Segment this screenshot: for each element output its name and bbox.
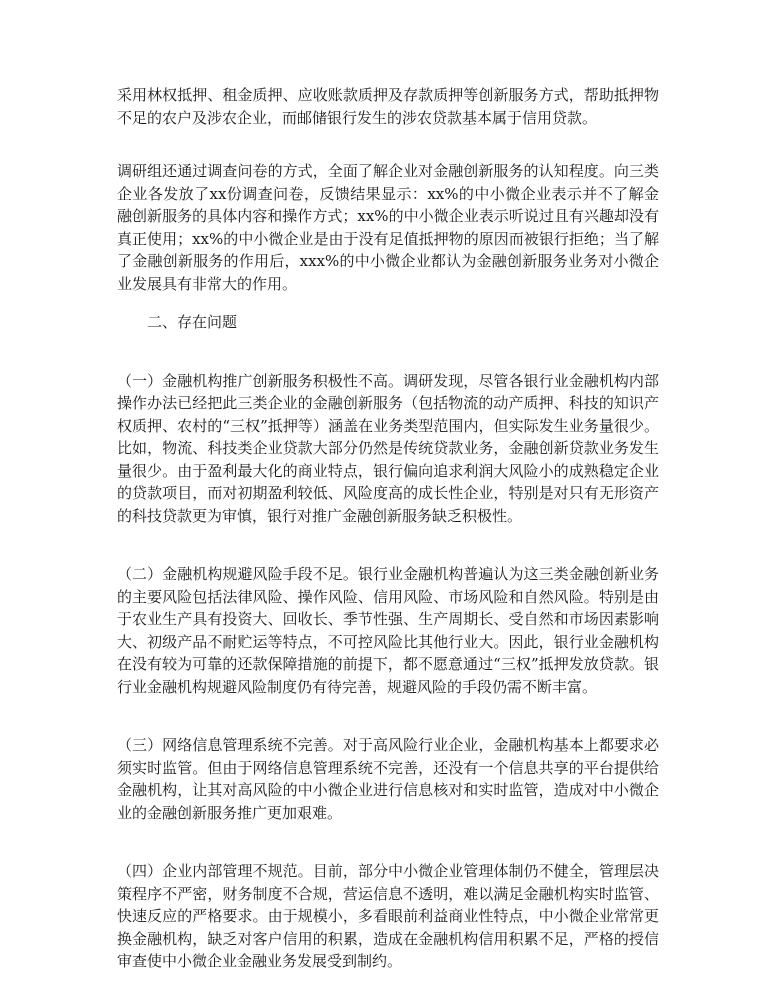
paragraph-spacer [117, 129, 659, 160]
paragraph-spacer [117, 824, 659, 860]
paragraph-collateral-methods: 采用林权抵押、租金质押、应收账款质押及存款质押等创新服务方式，帮助抵押物不足的农户及涉农企业，而邮储银行发生的涉农贷款基本属于信用贷款。 [117, 86, 659, 127]
document-page [117, 84, 659, 973]
paragraph-spacer [117, 698, 659, 734]
paragraph-problem-3: （三）网络信息管理系统不完善。对于高风险行业企业，金融机构基本上都要求必须实时监管。但由于网络信息管理系统不完善，还没有一个信息共享的平台提供给金融机构，让其对高风险的中小微企业进行信息核对和实时监管，造成对中小微企业的金融创新服务推广更加艰难。 [117, 736, 659, 822]
paragraph-survey: 调研组还通过调查问卷的方式，全面了解企业对金融创新服务的认知程度。向三类企业各发放了xx份调查问卷，反馈结果显示：xx%的中小微企业表示并不了解金融创新服务的具体内容和操作方式；xx%的中小微企业表示听说过且有兴趣却没有真正使用；xx%的中小微企业是由于没有足值抵押物的原因而被银行拒绝；当了解了金融创新服务的作用后，xxx%的中小微企业都认为金融创新服务业务对小微企业发展具有非常大的作用。 [117, 162, 659, 293]
paragraph-spacer [117, 295, 659, 311]
paragraph-problem-1: （一）金融机构推广创新服务积极性不高。调研发现，尽管各银行业金融机构内部操作办法已经把此三类企业的金融创新服务（包括物流的动产质押、科技的知识产权质押、农村的“三权”抵押等）涵盖在业务类型范围内，但实际发生业务量很少。比如，物流、科技类企业贷款大部分仍然是传统贷款业务，金融创新贷款业务发生量很少。由于盈利最大化的商业特点，银行偏向追求利润大风险小的成熟稳定企业的贷款项目，而对初期盈利较低、风险度高的成长性企业，特别是对只有无形资产的科技贷款更为审慎，银行对推广金融创新服务缺乏积极性。 [117, 371, 659, 525]
paragraph-problem-4: （四）企业内部管理不规范。目前，部分中小微企业管理体制仍不健全，管理层决策程序不严密，财务制度不合规，营运信息不透明，难以满足金融机构实时监管、快速反应的严格要求。由于规模小，多看眼前利益商业性特点，中小微企业常常更换金融机构，缺乏对客户信用的积累，造成在金融机构信用积累不足，严格的授信审查使中小微企业金融业务发展受到制约。 [117, 862, 659, 970]
paragraph-spacer [117, 527, 659, 563]
paragraph-problem-2: （二）金融机构规避风险手段不足。银行业金融机构普遍认为这三类金融创新业务的主要风险包括法律风险、操作风险、信用风险、市场风险和自然风险。特别是由于农业生产具有投资大、回收长、季节性强、生产周期长、受自然和市场因素影响大、初级产品不耐贮运等特点，不可控风险比其他行业大。因此，银行业金融机构在没有较为可靠的还款保障措施的前提下，都不愿意通过“三权”抵押发放贷款。银行业金融机构规避风险制度仍有待完善，规避风险的手段仍需不断丰富。 [117, 565, 659, 696]
paragraph-spacer [117, 334, 659, 370]
section-heading-problems: 二、存在问题 [147, 313, 238, 331]
